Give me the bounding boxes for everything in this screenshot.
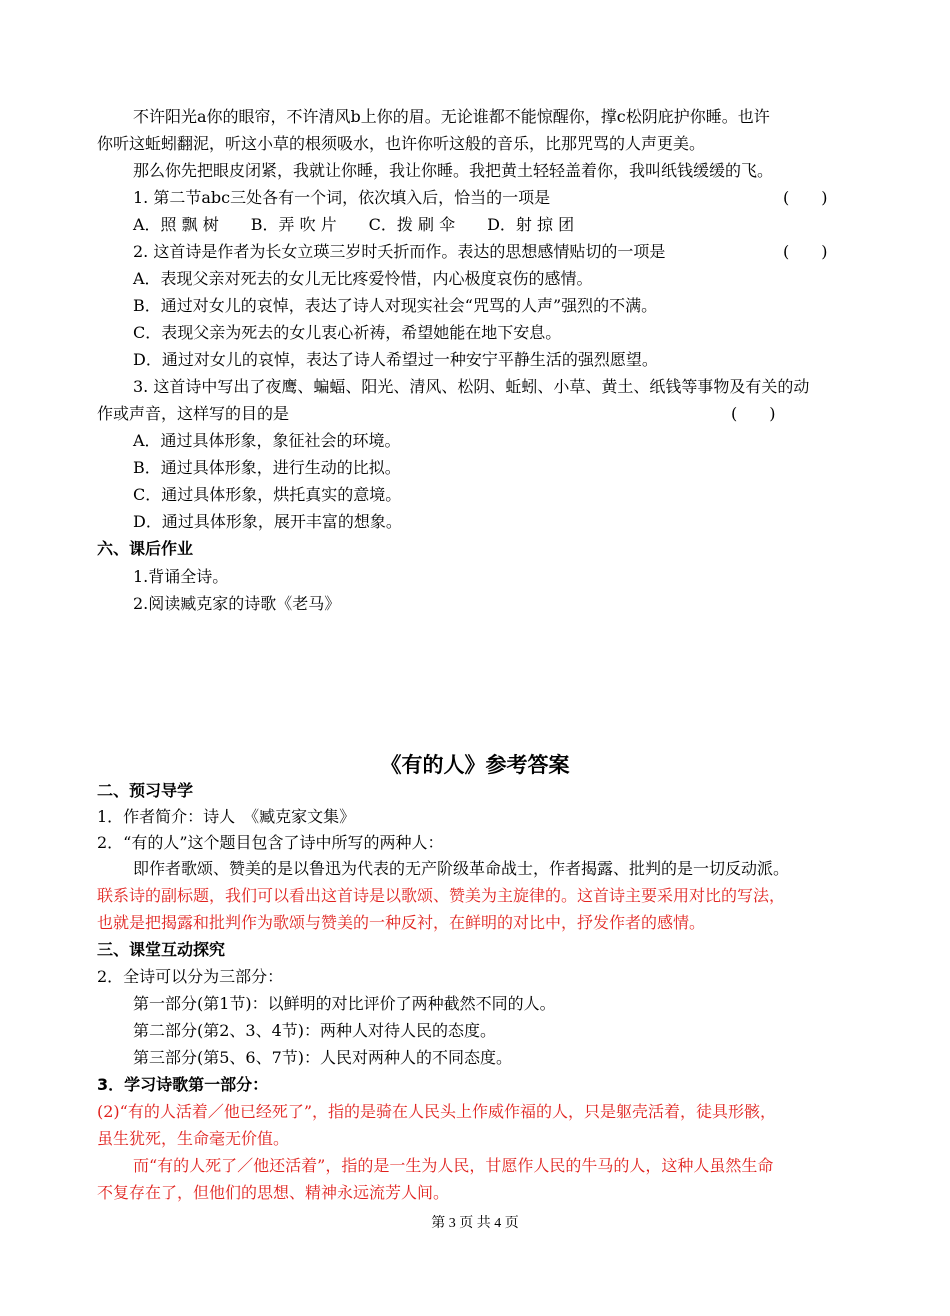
answer-blank-3: ( ) (731, 404, 776, 423)
answer-blank-1: ( ) (783, 188, 828, 207)
section-3-heading: 三、课堂互动探究 (97, 940, 226, 959)
red-analysis-b-line-1: 而“有的人死了／他还活着”，指的是一生为人民，甘愿作人民的牛马的人，这种人虽然生命 (133, 1156, 774, 1175)
poem-line-3: 那么你先把眼皮闭紧，我就让你睡，我让你睡。我把黄土轻轻盖着你，我叫纸钱缓缓的飞。 (133, 161, 774, 180)
poem-line-2: 你听这蚯蚓翻泥，听这小草的根须吸水，也许你听这般的音乐，比那咒骂的人声更美。 (97, 134, 706, 153)
answers-title: 《有的人》参考答案 (380, 753, 570, 777)
red-analysis-a-line-2: 虽生犹死，生命毫无价值。 (97, 1129, 290, 1148)
structure-part-1: 第一部分(第1节)：以鲜明的对比评价了两种截然不同的人。 (133, 994, 556, 1013)
question-3-option-b: B．通过具体形象，进行生动的比拟。 (133, 458, 401, 477)
study-part-1-heading: 3．学习诗歌第一部分： (97, 1075, 269, 1094)
question-3-line-2: 作或声音，这样写的目的是 (97, 404, 290, 423)
structure-part-2: 第二部分(第2、3、4节)：两种人对待人民的态度。 (133, 1021, 497, 1040)
red-explanation-line-2: 也就是把揭露和批判作为歌颂与赞美的一种反衬，在鲜明的对比中，抒发作者的感情。 (97, 913, 706, 932)
structure-intro: 2．全诗可以分为三部分： (97, 967, 284, 986)
title-meaning: 2．“有的人”这个题目包含了诗中所写的两种人： (97, 833, 444, 852)
question-2-option-c: C．表现父亲为死去的女儿衷心祈祷，希望她能在地下安息。 (133, 323, 562, 342)
page-footer: 第 3 页 共 4 页 (431, 1216, 519, 1231)
red-analysis-b-line-2: 不复存在了，但他们的思想、精神永远流芳人间。 (97, 1183, 450, 1202)
question-3-option-a: A．通过具体形象，象征社会的环境。 (133, 431, 401, 450)
question-3-option-c: C．通过具体形象，烘托真实的意境。 (133, 485, 402, 504)
question-2: 2. 这首诗是作者为长女立瑛三岁时夭折而作。表达的思想感情贴切的一项是 (133, 242, 666, 261)
question-2-option-d: D．通过对女儿的哀悼，表达了诗人希望过一种安宁平静生活的强烈愿望。 (133, 350, 658, 369)
poem-line-1: 不许阳光a你的眼帘，不许清风b上你的眉。无论谁都不能惊醒你，撑c松阴庇护你睡。也许 (133, 107, 770, 126)
question-3-line-1: 3. 这首诗中写出了夜鹰、蝙蝠、阳光、清风、松阴、蚯蚓、小草、黄土、纸钱等事物及有关的动 (133, 377, 810, 396)
homework-item-2: 2.阅读臧克家的诗歌《老马》 (133, 594, 341, 613)
question-3-option-d: D．通过具体形象，展开丰富的想象。 (133, 512, 402, 531)
question-1: 1. 第二节abc三处各有一个词，依次填入后，恰当的一项是 (133, 188, 551, 207)
answer-blank-2: ( ) (783, 242, 828, 261)
structure-part-3: 第三部分(第5、6、7节)：人民对两种人的不同态度。 (133, 1048, 513, 1067)
title-meaning-body: 即作者歌颂、赞美的是以鲁迅为代表的无产阶级革命战士，作者揭露、批判的是一切反动派。 (133, 859, 790, 878)
question-2-option-a: A．表现父亲对死去的女儿无比疼爱怜惜，内心极度哀伤的感情。 (133, 269, 593, 288)
question-2-option-b: B．通过对女儿的哀悼，表达了诗人对现实社会“咒骂的人声”强烈的不满。 (133, 296, 658, 315)
homework-item-1: 1.背诵全诗。 (133, 567, 229, 586)
red-explanation-line-1: 联系诗的副标题，我们可以看出这首诗是以歌颂、赞美为主旋律的。这首诗主要采用对比的写法， (97, 886, 786, 905)
homework-heading: 六、课后作业 (97, 539, 194, 558)
red-analysis-a-line-1: (2)“有的人活着／他已经死了”，指的是骑在人民头上作威作福的人，只是躯壳活着，徒具形骸， (97, 1102, 777, 1121)
author-intro: 1．作者简介：诗人 《臧克家文集》 (97, 807, 356, 826)
question-1-options: A．照 飘 树 B．弄 吹 片 C．拨 刷 伞 D．射 掠 团 (133, 215, 575, 234)
section-2-heading: 二、预习导学 (97, 781, 194, 800)
